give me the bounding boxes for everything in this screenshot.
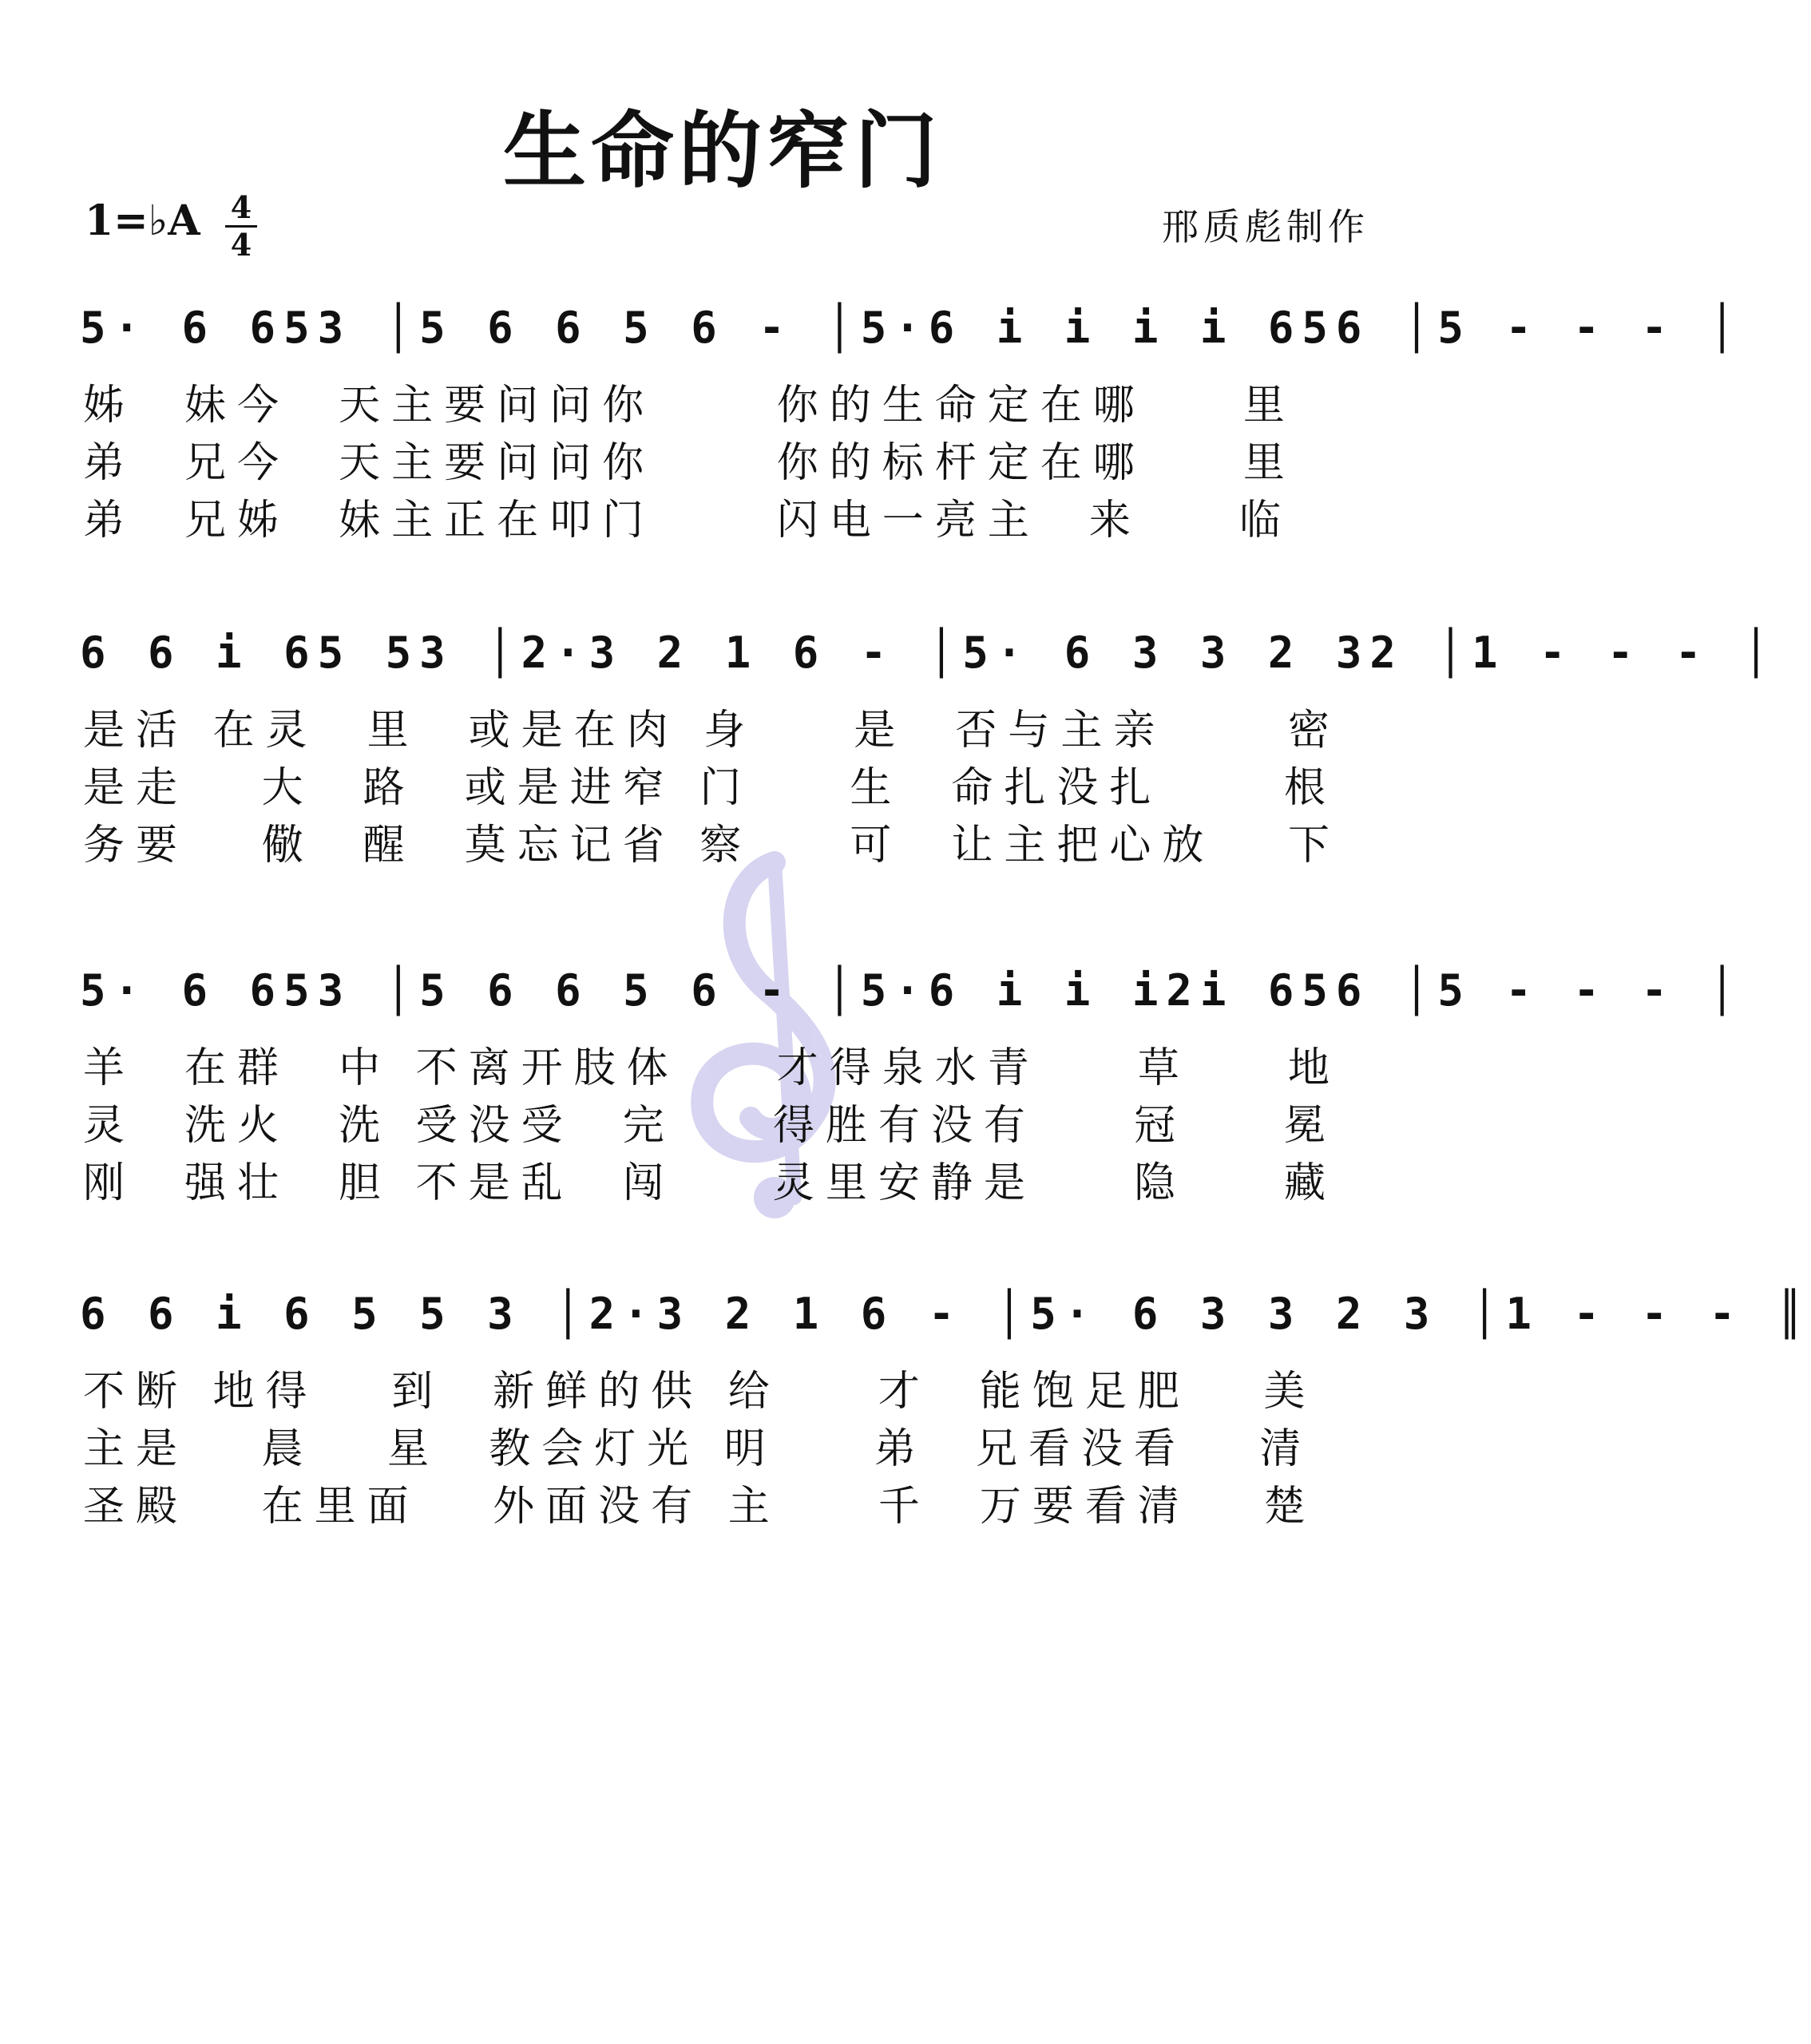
lyric-verse-2: 是走 大 路 或是进窄 门 生 命扎没扎 根 [83, 764, 1337, 812]
lyric-verse-3: 圣殿 在里面 外面没有 主 千 万要看清 楚 [83, 1483, 1317, 1531]
jianpu-notes: 6 6 i 6 5 5 3 │2·3 2 1 6 - │5· 6 3 3 2 3 │1 - - - ║ [80, 1289, 1811, 1339]
lyric-verse-1: 是活 在灵 里 或是在肉 身 是 否与主亲 密 [83, 707, 1341, 755]
lyric-verse-3: 弟 兄姊 妹主正在叩门 闪电一亮主 来 临 [83, 497, 1292, 545]
jianpu-notes: 5· 6 653 │5 6 6 5 6 - │5·6 i i i2i 656 │5 - - - │ [80, 965, 1744, 1016]
song-title: 生命的窄门 [502, 102, 942, 200]
lyric-verse-2: 弟 兄今 天主要问问你 你的标杆定在哪 里 [83, 439, 1296, 487]
lyric-verse-3: 刚 强壮 胆 不是乱 闯 灵里安静是 隐 藏 [83, 1159, 1337, 1207]
lyric-verse-2: 主是 晨 星 教会灯光 明 弟 兄看没看 清 [83, 1425, 1313, 1473]
time-signature: 4 4 [225, 192, 257, 261]
lyric-verse-1: 姊 妹今 天主要问问你 你的生命定在哪 里 [83, 382, 1296, 430]
lyric-verse-1: 羊 在群 中 不离开肢体 才得泉水青 草 地 [83, 1044, 1341, 1092]
jianpu-notes: 6 6 i 65 53 │2·3 2 1 6 - │5· 6 3 3 2 32 │1 - - - │ [80, 628, 1777, 678]
lyric-verse-3: 务要 儆 醒 莫忘记省 察 可 让主把心放 下 [83, 822, 1341, 869]
arranger-credit: 邢质彪制作 [1162, 205, 1369, 248]
lyric-verse-1: 不断 地得 到 新鲜的供 给 才 能饱足肥 美 [83, 1368, 1317, 1416]
jianpu-notes: 5· 6 653 │5 6 6 5 6 - │5·6 i i i i 656 │5 - - - │ [80, 303, 1744, 353]
lyric-verse-2: 灵 洗火 洗 受没受 完 得胜有没有 冠 冕 [83, 1102, 1337, 1150]
key-signature: 1=♭A [85, 196, 200, 245]
